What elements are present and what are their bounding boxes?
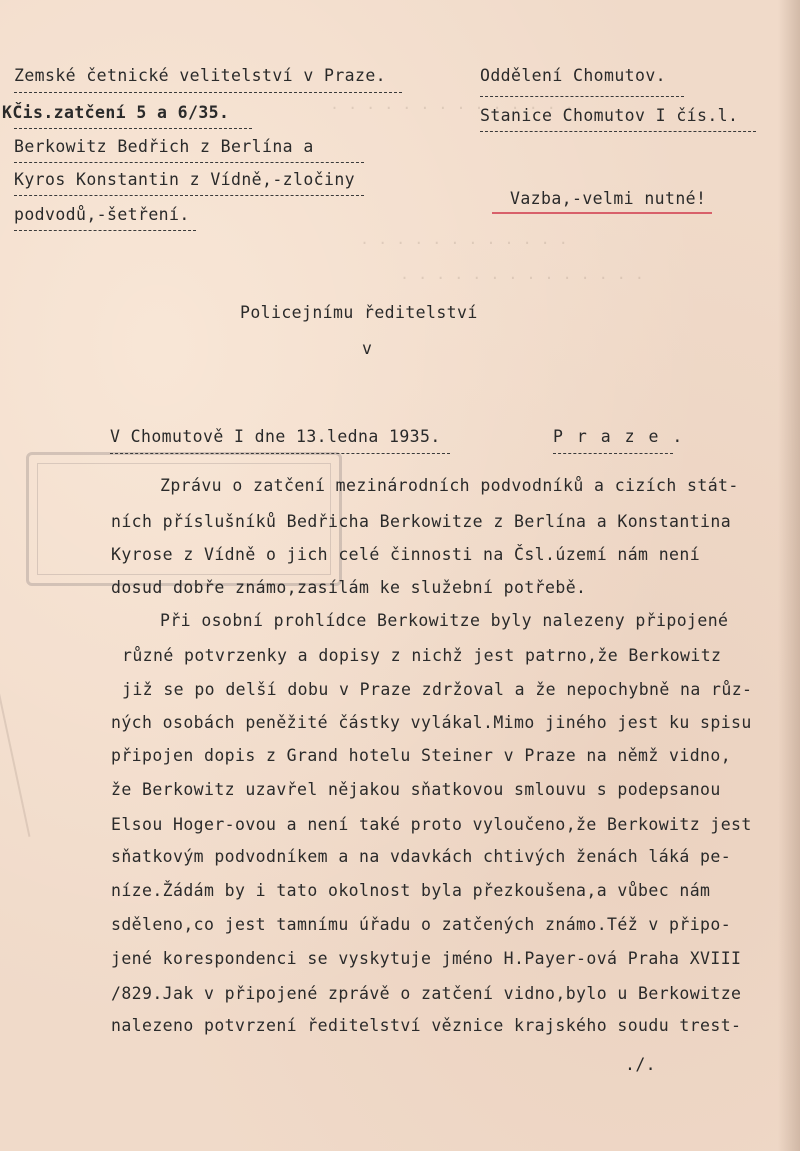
body-line: jené korespondenci se vyskytuje jméno H.Payer-ová Praha XVIII	[111, 949, 742, 968]
recipient-city: P r a z e .	[553, 427, 685, 446]
body-line: /829.Jak v připojené zprávě o zatčení vidno,bylo u Berkowitze	[111, 984, 742, 1003]
recipient-office: Policejnímu ředitelství	[240, 303, 478, 322]
divider	[480, 96, 684, 97]
body-line: ních příslušníků Bedřicha Berkowitze z Berlína a Konstantina	[111, 512, 732, 531]
divider	[14, 230, 196, 231]
bleed-through-mark: . . . . . . . . . . . . . .	[330, 95, 574, 113]
header-subject-3: podvodů,-šetření.	[14, 205, 190, 224]
body-line: sňatkovým podvodníkem a na vdavkách chtivých ženách láká pe-	[111, 847, 732, 866]
body-line: připojen dopis z Grand hotelu Steiner v Praze na němž vidno,	[111, 746, 732, 765]
body-line: Elsou Hoger-ovou a není také proto vyloučeno,že Berkowitz jest	[111, 815, 752, 834]
header-authority: Zemské četnické velitelství v Praze.	[14, 66, 387, 85]
body-line: různé potvrzenky a dopisy z nichž jest patrno,že Berkowitz	[122, 646, 722, 665]
divider	[480, 131, 756, 132]
body-line: Zprávu o zatčení mezinárodních podvodníků a cizích stát-	[160, 476, 739, 495]
header-subject-2: Kyros Konstantin z Vídně,-zločiny	[14, 170, 356, 189]
body-line: Při osobní prohlídce Berkowitze byly nalezeny připojené	[160, 611, 729, 630]
divider	[110, 453, 450, 454]
body-line: že Berkowitz uzavřel nějakou sňatkovou smlouvu s podepsanou	[111, 780, 721, 799]
header-subject-1: Berkowitz Bedřich z Berlína a	[14, 137, 314, 156]
continuation-mark: ./.	[625, 1055, 657, 1074]
red-underline	[492, 212, 712, 214]
body-line: Kyrose z Vídně o jich celé činnosti na Čsl.území nám není	[111, 545, 701, 564]
bleed-through-mark: . . . . . . . . . . . . . .	[400, 265, 644, 283]
body-line: sděleno,co jest tamnímu úřadu o zatčených známo.Též v připo-	[111, 915, 732, 934]
divider	[14, 92, 402, 93]
divider	[14, 162, 364, 163]
header-reference: KČis.zatčení 5 a 6/35.	[2, 103, 230, 122]
body-line: ných osobách peněžité částky vylákal.Mimo jiného jest ku spisu	[111, 713, 752, 732]
body-line: již se po delší dobu v Praze zdržoval a že nepochybně na růz-	[122, 680, 753, 699]
body-line: dosud dobře známo,zasílám ke služební potřebě.	[111, 578, 587, 597]
recipient-preposition: v	[362, 339, 373, 358]
custody-note: Vazba,-velmi nutné!	[510, 189, 707, 208]
header-station: Stanice Chomutov I čís.l.	[480, 106, 739, 125]
body-line: nalezeno potvrzení ředitelství věznice krajského soudu trest-	[111, 1016, 742, 1035]
bleed-through-mark: . . . . . . . . . . . .	[360, 230, 568, 248]
divider	[14, 128, 252, 129]
divider	[553, 453, 673, 454]
place-date: V Chomutově I dne 13.ledna 1935.	[110, 427, 441, 446]
divider	[14, 195, 364, 196]
body-line: níze.Žádám by i tato okolnost byla přezkoušena,a vůbec nám	[111, 881, 711, 900]
paper-edge	[778, 0, 800, 1151]
header-department: Oddělení Chomutov.	[480, 66, 667, 85]
